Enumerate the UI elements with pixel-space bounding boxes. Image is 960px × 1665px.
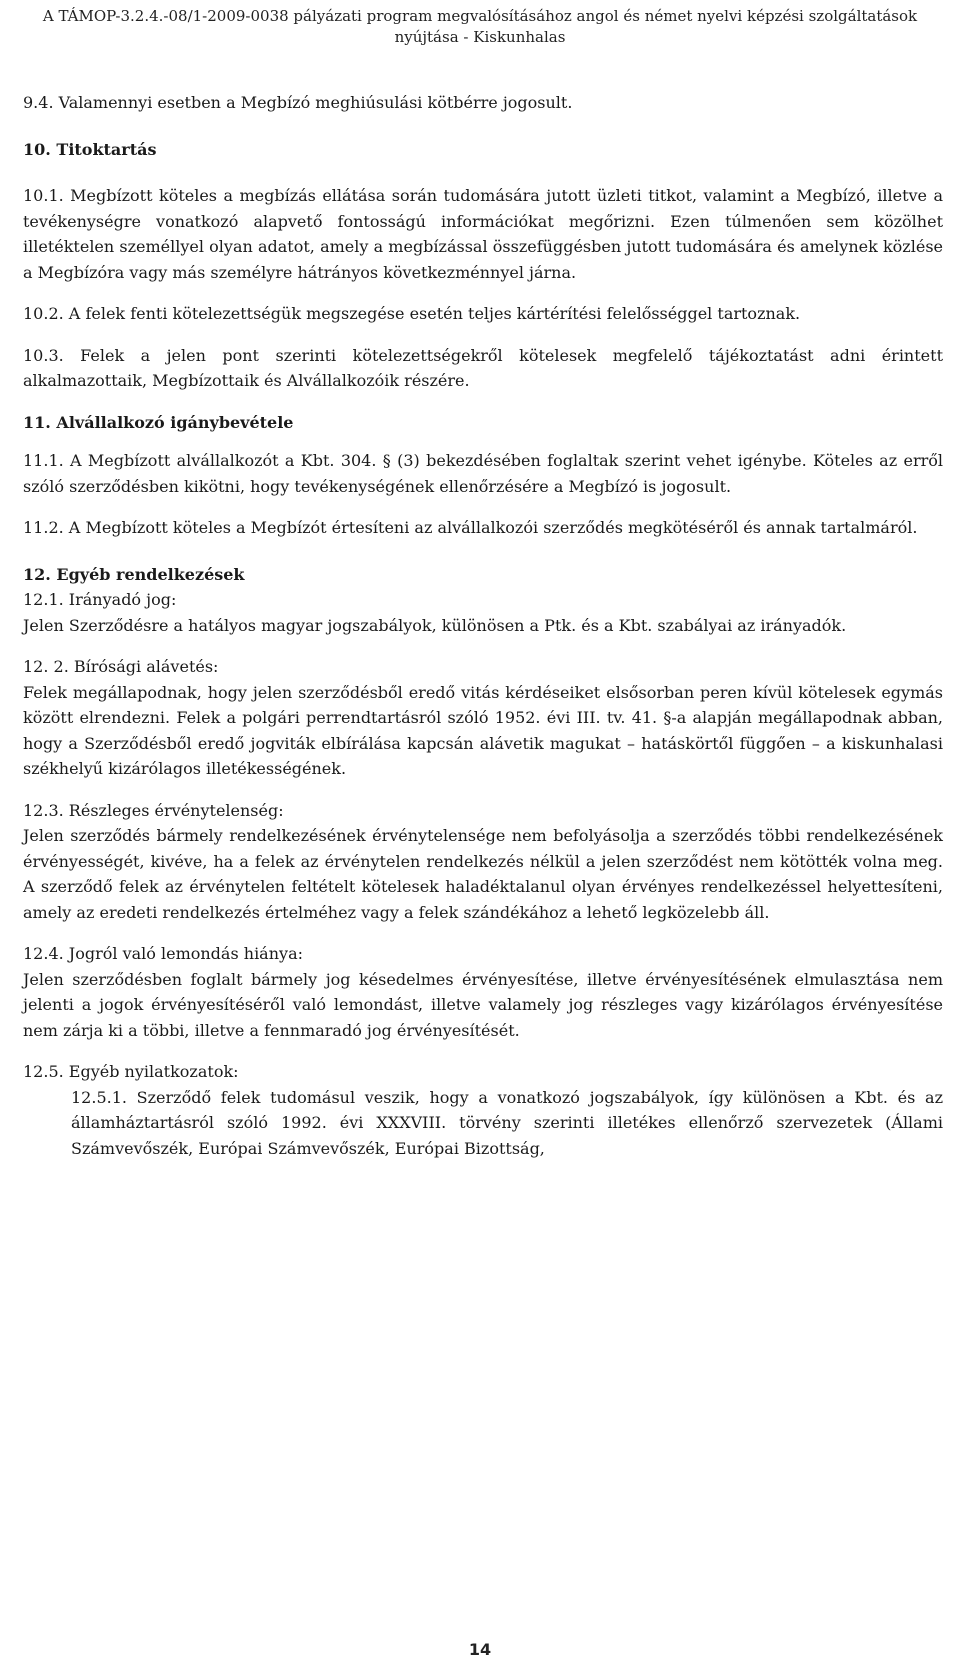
clause-10-2: 10.2. A felek fenti kötelezettségük megszegése esetén teljes kártérítési felelősséggel tartoznak. (23, 304, 801, 323)
clause-11-2: 11.2. A Megbízott köteles a Megbízót értesíteni az alvállalkozói szerződés megkötéséről és annak tartalmáról. (23, 518, 918, 537)
header-line-2: nyújtása - Kiskunhalas (394, 28, 566, 46)
document-body (23, 90, 943, 1161)
clause-12-1-title: 12.1. Irányadó jog: (23, 590, 177, 609)
clause-12-1: Jelen Szerződésre a hatályos magyar jogszabályok, különösen a Ptk. és a Kbt. szabályai az irányadók. (23, 615, 847, 635)
clause-10-1: 10.1. Megbízott köteles a megbízás ellátása során tudomására jutott üzleti titkot, valamint a Megbízó, illetve a tevékenységre vonatkozó alapvető fontosságú információkat megőrizni. Ezen túlmenően sem közölhet illetéktelen személlyel olyan adatot, amely a megbízással összefüggésben jutott tudomására és amelynek közlése a Megbízóra vagy más személyre hátrányos következménnyel járna. (23, 186, 943, 282)
section-heading-10: 10. Titoktartás (23, 139, 157, 159)
page-header (0, 6, 960, 48)
clause-12-5-1: 12.5.1. Szerződő felek tudomásul veszik, hogy a vonatkozó jogszabályok, így különösen a Kbt. és az államháztartásról szóló 1992. évi XXXVIII. törvény szerinti illetékes ellenőrző szervezetek (Állami Számvevőszék, Európai Számvevőszék, Európai Bizottság, (71, 1087, 943, 1158)
clause-12-3: Jelen szerződés bármely rendelkezésének érvénytelensége nem befolyásolja a szerződés többi rendelkezésének érvényességét, kivéve, ha a felek az érvénytelen rendelkezés nélkül a jelen szerződést nem kötötték volna meg. A szerződő felek az érvénytelen feltételt kötelesek haladéktalanul olyan érvényes rendelkezéssel helyettesíteni, amely az eredeti rendelkezés értelméhez vagy a felek szándékához a lehető legközelebb áll. (23, 826, 943, 922)
clause-9-4: 9.4. Valamennyi esetben a Megbízó meghiúsulási kötbérre jogosult. (23, 93, 573, 112)
clause-12-5-title: 12.5. Egyéb nyilatkozatok: (23, 1062, 239, 1081)
section-heading-11: 11. Alvállalkozó igánybevétele (23, 412, 294, 432)
clause-12-3-title: 12.3. Részleges érvénytelenség: (23, 800, 284, 820)
page-number: 14 (468, 1640, 492, 1659)
clause-12-4-title: 12.4. Jogról való lemondás hiánya: (23, 944, 303, 963)
section-heading-12: 12. Egyéb rendelkezések (23, 564, 245, 584)
clause-12-4: Jelen szerződésben foglalt bármely jog késedelmes érvényesítése, illetve érvényesítésének elmulasztása nem jelenti a jogok érvényesítéséről való lemondást, illetve valamely jog részleges vagy kizárólagos érvényesítése nem zárja ki a többi, illetve a fennmaradó jog érvényesítését. (23, 969, 943, 1040)
clause-10-3: 10.3. Felek a jelen pont szerinti kötelezettségekről kötelesek megfelelő tájékoztatást adni érintett alkalmazottaik, Megbízottaik és Alvállalkozóik részére. (23, 345, 943, 390)
clause-11-1: 11.1. A Megbízott alvállalkozót a Kbt. 304. § (3) bekezdésében foglaltak szerint vehet igénybe. Köteles az erről szóló szerződésben kikötni, hogy tevékenységének ellenőrzésére a Megbízó is jogosult. (23, 451, 943, 496)
clause-12-2: Felek megállapodnak, hogy jelen szerződésből eredő vitás kérdéseiket elsősorban peren kívül kötelesek egymás között elrendezni. Felek a polgári perrendtartásról szóló 1952. évi III. tv. 41. §-a alapján megállapodnak abban, hogy a Szerződésből eredő jogviták elbírálása kapcsán alávetik magukat – hatáskörtől függően – a kiskunhalasi székhelyű kizárólagos illetékességének. (23, 682, 943, 778)
clause-12-2-title: 12. 2. Bírósági alávetés: (23, 657, 219, 676)
header-line-1: A TÁMOP-3.2.4.-08/1-2009-0038 pályázati program megvalósításához angol és német nyelvi képzési szolgáltatások (42, 7, 918, 25)
